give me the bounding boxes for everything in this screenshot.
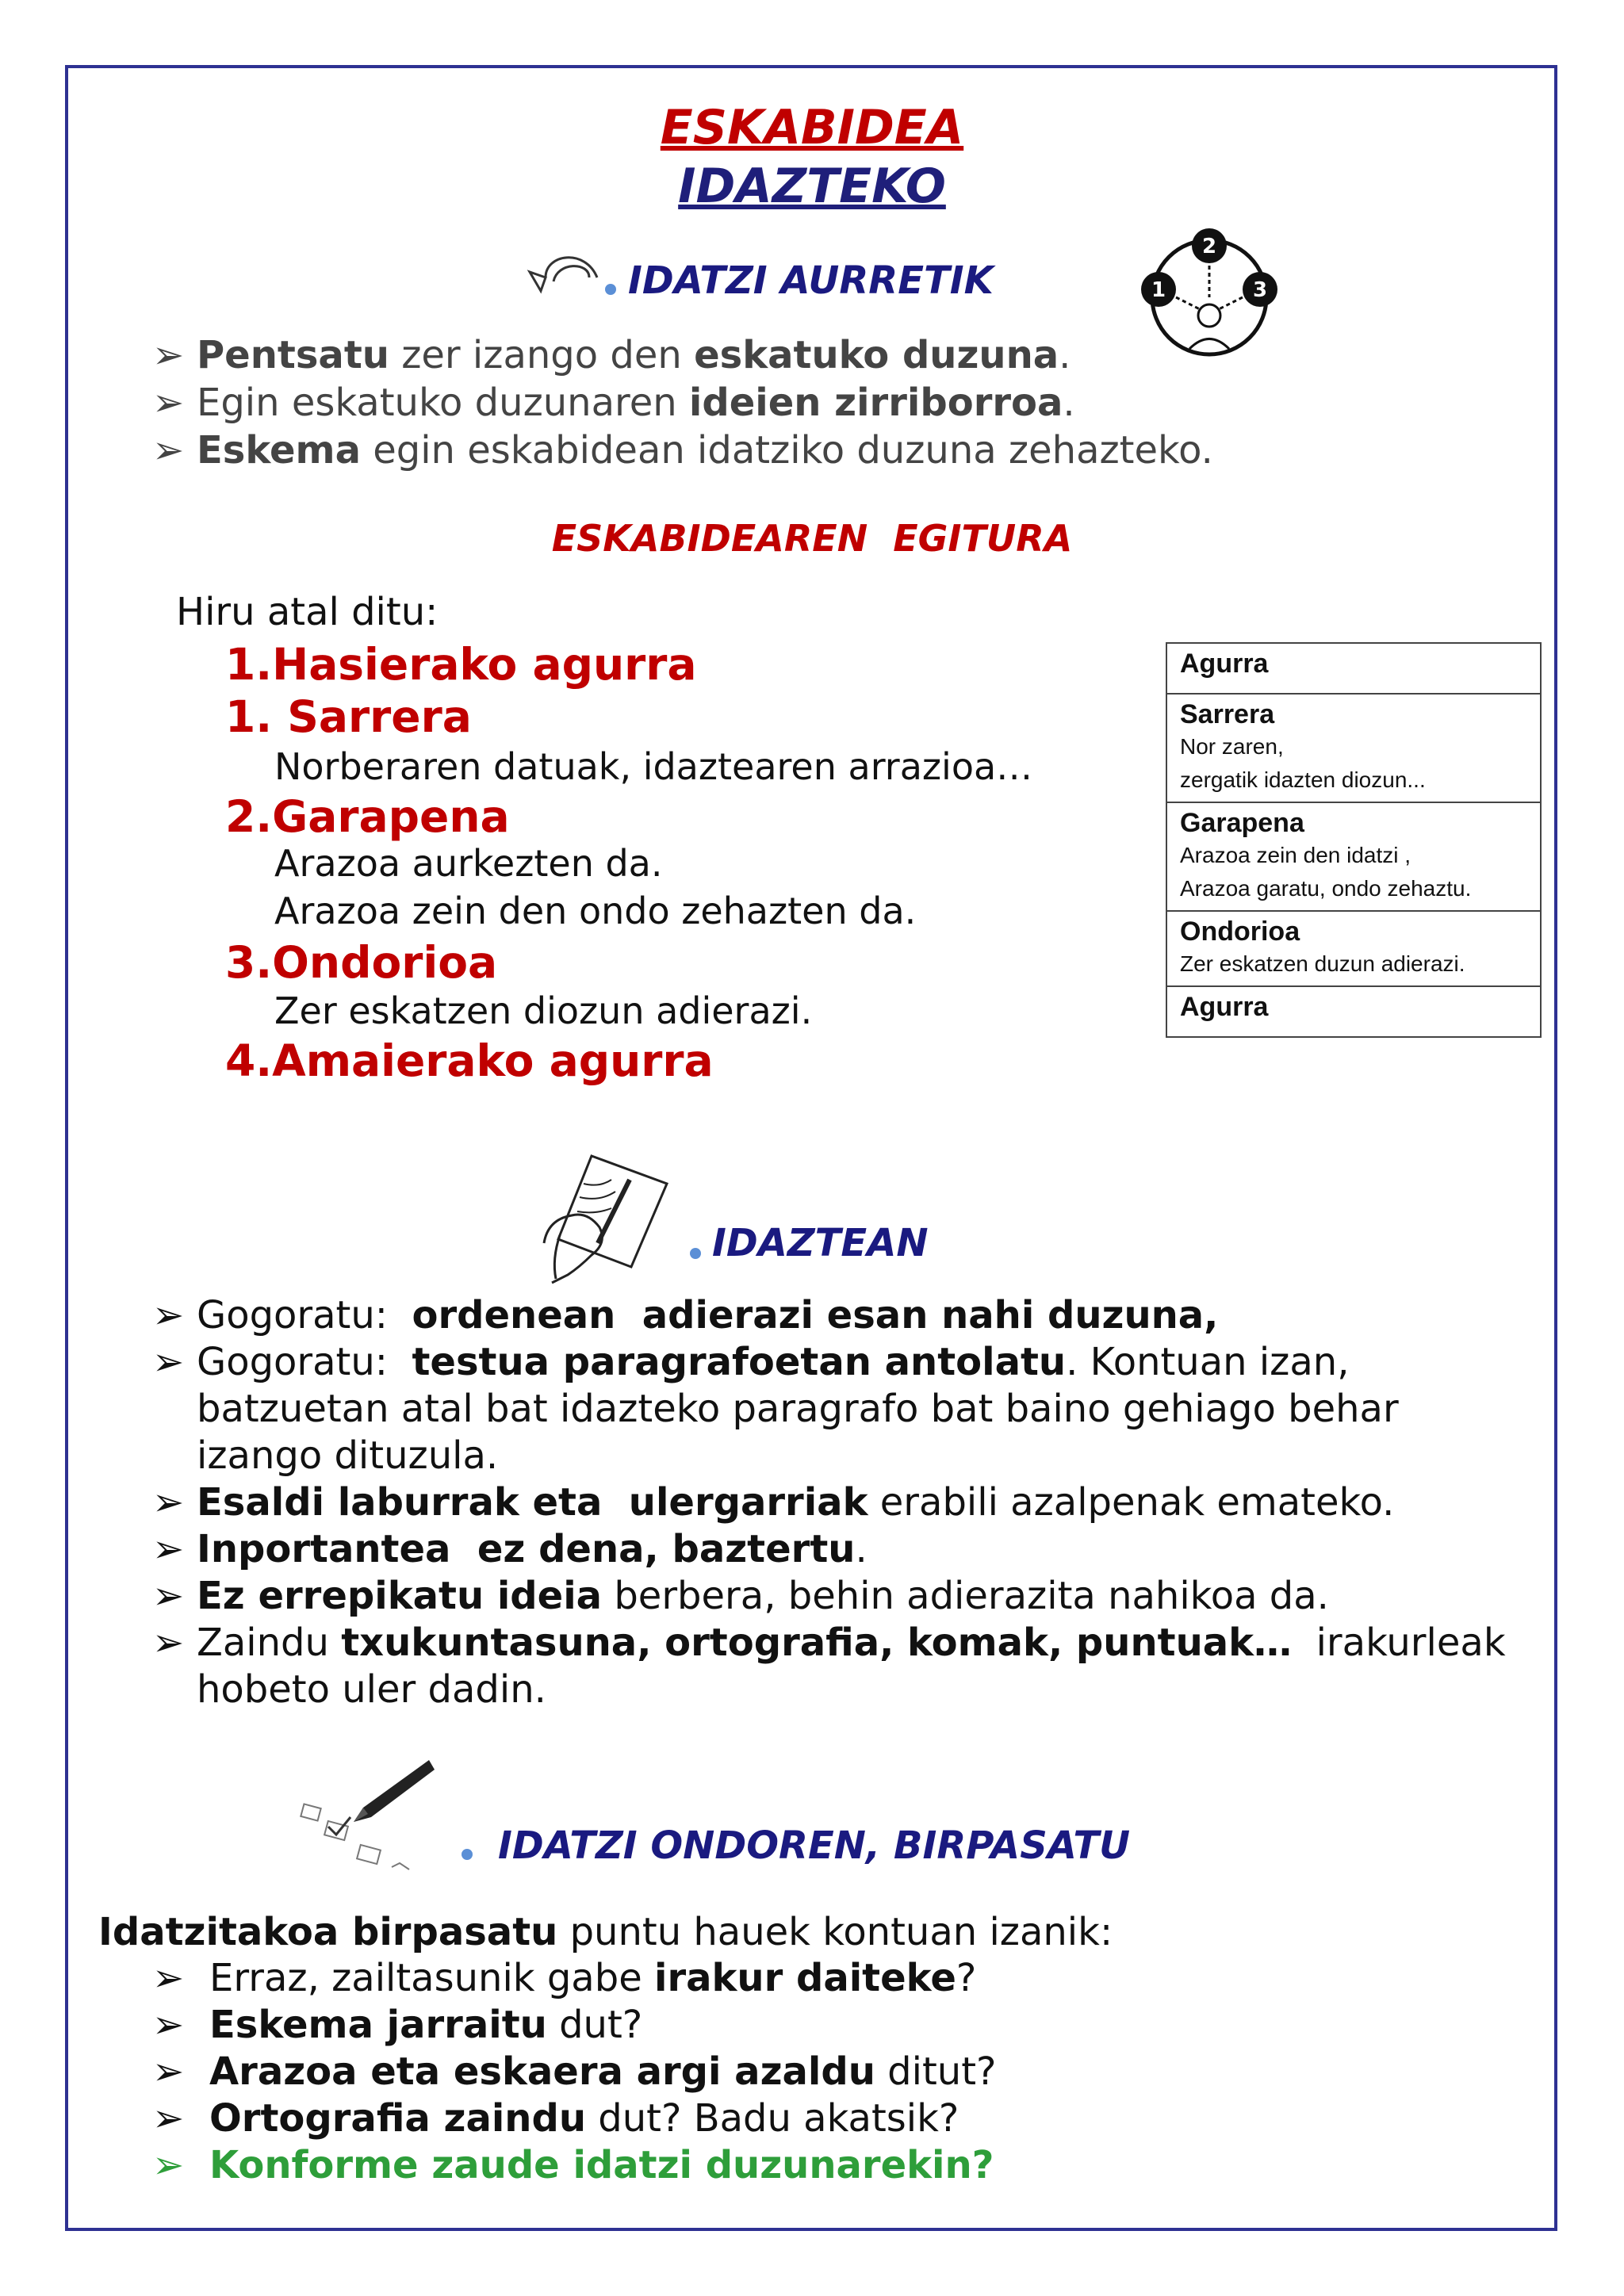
list-item: ➢ Erraz, zailtasunik gabe irakur daiteke? xyxy=(152,1956,977,2000)
svg-text:1: 1 xyxy=(1151,278,1166,302)
bullet-arrow-icon: ➢ xyxy=(152,428,185,473)
section-dot-icon xyxy=(605,284,616,295)
bullet-arrow-icon: ➢ xyxy=(152,2143,185,2187)
table-cell-text: Arazoa zein den idatzi , xyxy=(1180,843,1411,867)
bullet-arrow-icon: ➢ xyxy=(152,1574,185,1618)
part-desc: Arazoa zein den ondo zehazten da. xyxy=(274,890,917,932)
list-item: ➢ Gogoratu: ordenean adierazi esan nahi duzuna, xyxy=(152,1293,1219,1337)
writing-hand-icon xyxy=(536,1148,679,1287)
list-item: ➢ Pentsatu zer izango den eskatuko duzuna. xyxy=(152,333,1071,377)
table-cell-head: Agurra xyxy=(1180,992,1269,1022)
table-cell-text: Arazoa garatu, ondo zehaztu. xyxy=(1180,876,1472,901)
part-desc: Zer eskatzen diozun adierazi. xyxy=(274,989,813,1032)
list-item: ➢ Gogoratu: testua paragrafoetan antolatu. Kontuan izan, batzuetan atal bat idazteko paragrafo bat baino gehiago behar izango dituzula. xyxy=(152,1340,1399,1478)
bullet-arrow-icon: ➢ xyxy=(152,1480,185,1525)
page-subtitle: IDAZTEKO xyxy=(678,159,946,214)
after-list xyxy=(152,1955,1421,2189)
table-cell-head: Ondorioa xyxy=(1180,916,1300,947)
table-row xyxy=(1166,986,1541,1037)
list-item: ➢ Esaldi laburrak eta ulergarriak erabili azalpenak emateko. xyxy=(152,1480,1395,1525)
structure-summary-table xyxy=(1166,642,1542,1038)
table-row xyxy=(1166,802,1541,911)
table-cell-head: Agurra xyxy=(1180,649,1269,679)
table-cell-text: zergatik idazten diozun... xyxy=(1180,767,1426,792)
list-item: ➢ Zaindu txukuntasuna, ortografia, komak, puntuak… irakurleak hobeto uler dadin. xyxy=(152,1621,1518,1712)
list-item: ➢ Inportantea ez dena, baztertu. xyxy=(152,1527,868,1571)
bullet-arrow-icon: ➢ xyxy=(152,1293,185,1337)
list-item: ➢ Arazoa eta eskaera argi azaldu ditut? xyxy=(152,2049,997,2094)
before-list xyxy=(152,331,1342,474)
part-label: 2.Garapena xyxy=(225,791,510,842)
part-label: 1. Sarrera xyxy=(225,691,472,742)
bullet-arrow-icon: ➢ xyxy=(152,2049,185,2094)
bullet-arrow-icon: ➢ xyxy=(152,1340,185,1384)
bullet-arrow-icon: ➢ xyxy=(152,2003,185,2047)
part-label: 3.Ondorioa xyxy=(225,937,498,988)
section-heading-after: IDATZI ONDOREN, BIRPASATU xyxy=(498,1823,1131,1868)
part-desc: Norberaren datuak, idaztearen arrazioa… xyxy=(274,745,1033,788)
bullet-arrow-icon: ➢ xyxy=(152,1527,185,1571)
section-dot-icon xyxy=(462,1849,473,1860)
list-item: ➢ Konforme zaude idatzi duzunarekin? xyxy=(152,2143,994,2187)
checklist-pen-icon xyxy=(298,1744,441,1887)
svg-text:3: 3 xyxy=(1252,278,1268,302)
section-heading-writing: IDAZTEAN xyxy=(712,1221,929,1265)
list-item: ➢ Ortografia zaindu dut? Badu akatsik? xyxy=(152,2096,959,2141)
bullet-arrow-icon: ➢ xyxy=(152,381,185,425)
table-cell-head: Sarrera xyxy=(1180,699,1275,729)
table-row xyxy=(1166,643,1541,694)
table-cell-text: Zer eskatzen duzun adierazi. xyxy=(1180,951,1465,976)
part-label: 1.Hasierako agurra xyxy=(225,639,697,690)
page-title: ESKABIDEA xyxy=(660,100,964,155)
table-row xyxy=(1166,911,1541,986)
section-heading-structure: ESKABIDEAREN EGITURA xyxy=(551,517,1073,560)
after-intro: Idatzitakoa birpasatu puntu hauek kontuan izanik: xyxy=(98,1910,1113,1954)
table-cell-head: Garapena xyxy=(1180,808,1304,838)
list-item: ➢ Egin eskatuko duzunaren ideien zirriborroa. xyxy=(152,381,1075,425)
arrow-back-icon xyxy=(514,242,609,297)
section-heading-before: IDATZI AURRETIK xyxy=(628,258,994,303)
part-label: 4.Amaierako agurra xyxy=(225,1035,714,1086)
bullet-arrow-icon: ➢ xyxy=(152,333,185,377)
section-dot-icon xyxy=(690,1248,701,1259)
bullet-arrow-icon: ➢ xyxy=(152,1621,185,1665)
structure-intro: Hiru atal ditu: xyxy=(176,590,439,634)
table-cell-text: Nor zaren, xyxy=(1180,734,1284,759)
table-row xyxy=(1166,694,1541,802)
list-item: ➢ Ez errepikatu ideia berbera, behin adierazita nahikoa da. xyxy=(152,1574,1329,1618)
list-item: ➢ Eskema jarraitu dut? xyxy=(152,2003,643,2047)
bullet-arrow-icon: ➢ xyxy=(152,1956,185,2000)
part-desc: Arazoa aurkezten da. xyxy=(274,842,663,885)
writing-list xyxy=(152,1292,1516,1713)
svg-text:2: 2 xyxy=(1201,235,1217,258)
bullet-arrow-icon: ➢ xyxy=(152,2096,185,2141)
list-item: ➢ Eskema egin eskabidean idatziko duzuna zehazteko. xyxy=(152,428,1213,473)
